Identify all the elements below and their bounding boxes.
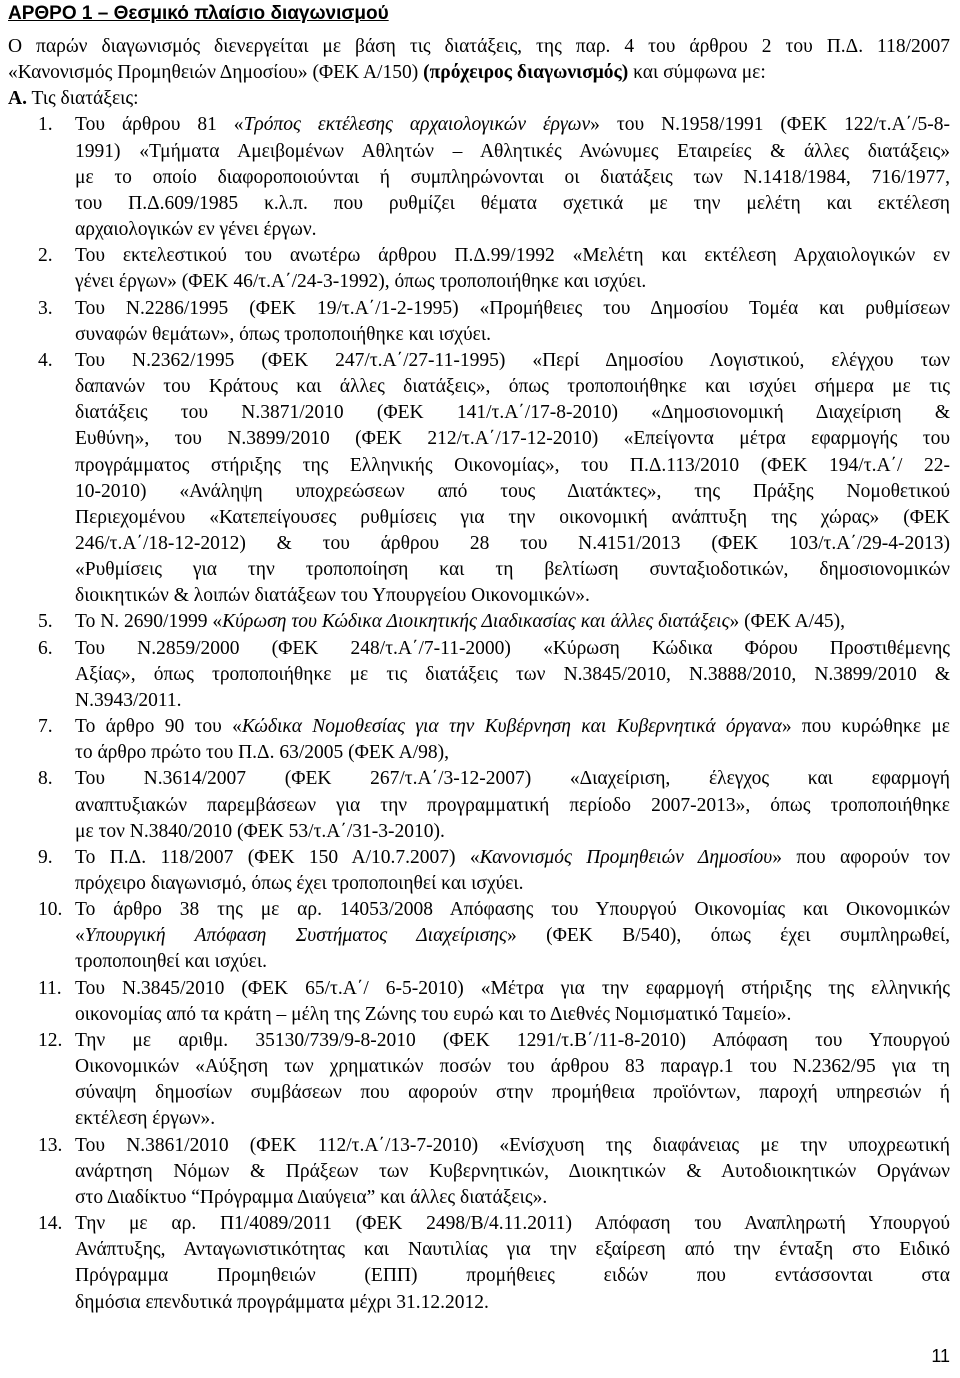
text-run: το άρθρο πρώτο του Π.Δ. 63/2005 (ΦΕΚ Α/98), <box>75 742 450 764</box>
text-run: Ευθύνη», του Ν.3899/2010 (ΦΕΚ 212/τ.Α΄/17-12-2010) «Επείγοντα μέτρα εφαρμογής του <box>75 428 950 450</box>
list-item <box>8 348 950 610</box>
list-item <box>8 1028 950 1133</box>
text-run: διοικητικών & λοιπών διατάξεων του Υπουργείου Οικονομικών». <box>75 585 590 607</box>
text-line <box>75 165 950 191</box>
list-item <box>8 243 950 295</box>
list-item-number: 11. <box>38 977 62 999</box>
text-run: Αξίας», όπως τροποποιήθηκε με τις διατάξεις των Ν.3845/2010, Ν.3888/2010, Ν.3899/2010 & <box>75 663 950 685</box>
text-line <box>75 1237 950 1263</box>
list-item-number: 4. <box>38 349 53 371</box>
text-run: Το Π.Δ. 118/2007 (ΦΕΚ 150 Α/10.7.2007) « <box>75 846 480 868</box>
text-run: Του Ν.3861/2010 (ΦΕΚ 112/τ.Α΄/13-7-2010) «Ενίσχυση της διαφάνειας με την υποχρεωτική <box>75 1134 950 1156</box>
text-line <box>75 636 950 662</box>
text-line <box>75 845 950 871</box>
text-line <box>75 923 950 949</box>
list-item-number: 13. <box>38 1134 63 1156</box>
list-item-text <box>75 766 950 844</box>
italic-text: Υπουργική Απόφαση Συστήματος Διαχείρισης <box>84 925 507 947</box>
text-run: Την με αριθμ. 35130/739/9-8-2010 (ΦΕΚ 1291/τ.Β΄/11-8-2010) Απόφαση του Υπουργού <box>75 1029 950 1051</box>
list-item-text <box>75 1028 950 1133</box>
list-item-number: 8. <box>38 768 53 790</box>
list-item-text <box>75 976 950 1028</box>
text-run: με το οποίο διαφοροποιούνται ή συμπληρώνονται οι διατάξεις των Ν.1418/1984, 716/1977, <box>75 166 950 188</box>
text-run: τροποποιηθεί και ισχύει. <box>75 951 267 973</box>
text-line <box>75 400 950 426</box>
text-line <box>75 1133 950 1159</box>
text-line <box>75 1263 950 1289</box>
text-run: Τις διατάξεις: <box>26 88 139 110</box>
text-run: » που αφορούν τον <box>772 846 951 868</box>
list-item <box>8 897 950 975</box>
list-item <box>8 1211 950 1316</box>
text-run: » που κυρώθηκε με <box>781 716 950 738</box>
text-run: εκτέλεση έργων». <box>75 1108 216 1130</box>
italic-text: Κύρωση του Κώδικα Διοικητικής Διαδικασίας και άλλες διατάξεις <box>222 611 730 633</box>
text-run: Του άρθρου 81 « <box>75 114 244 136</box>
list-item-text <box>75 1211 950 1316</box>
text-line <box>75 1106 950 1132</box>
text-line <box>75 453 950 479</box>
provisions-list <box>8 112 950 1315</box>
intro-paragraph <box>8 34 950 86</box>
text-run: « <box>75 925 85 947</box>
text-line <box>75 897 950 923</box>
text-run: δαπανών του Κράτους και άλλες διατάξεις», όπως τροποποιήθηκε και ισχύει σήμερα με τις <box>75 376 950 398</box>
text-run: 246/τ.Α΄/18-12-2012) & του άρθρου 28 του Ν.4151/2013 (ΦΕΚ 103/τ.Α΄/29-4-2013) <box>75 532 950 554</box>
section-heading <box>8 86 950 112</box>
text-run: » του Ν.1958/1991 (ΦΕΚ 122/τ.Α΄/5-8- <box>590 114 950 136</box>
text-run: Οικονομικών «Αύξηση των χρηματικών ποσών του άρθρου 83 παραγρ.1 του Ν.2362/95 για τη <box>75 1056 950 1078</box>
text-run: πρόχειρο διαγωνισμό, όπως έχει τροποποιηθεί και ισχύει. <box>75 873 524 894</box>
text-line <box>75 714 950 740</box>
text-run: Πρόγραμμα Προμηθειών (ΕΠΠ) προμήθειες ειδών που εντάσσονται στα <box>75 1265 950 1287</box>
text-run: Το άρθρο 90 του « <box>75 716 242 738</box>
text-line <box>8 34 950 60</box>
list-item-text <box>75 897 950 975</box>
text-line <box>75 374 950 400</box>
list-item-number: 14. <box>38 1213 63 1235</box>
text-line <box>75 662 950 688</box>
list-item <box>8 636 950 714</box>
text-run: Του εκτελεστικού του ανωτέρω άρθρου Π.Δ.99/1992 «Μελέτη και εκτέλεση Αρχαιολογικών εν <box>75 245 950 267</box>
text-run: Του Ν.3614/2007 (ΦΕΚ 267/τ.Α΄/3-12-2007) «Διαχείριση, έλεγχος και εφαρμογή <box>75 768 950 790</box>
text-line <box>75 688 950 714</box>
text-run: 10-2010) «Ανάληψη υποχρεώσεων από τους Διατάκτες», της Πράξης Νομοθετικού <box>75 480 950 502</box>
list-item-text <box>75 112 950 243</box>
text-line <box>75 609 950 635</box>
list-item <box>8 609 950 635</box>
text-line <box>8 60 950 86</box>
text-run: δημόσια επενδυτικά προγράμματα μέχρι 31.12.2012. <box>75 1291 489 1313</box>
list-item <box>8 714 950 766</box>
text-run: » (ΦΕΚ Α/45), <box>729 611 846 633</box>
text-run: οικονομίας από τα κράτη – μέλη της Ζώνης του ευρώ και το Διεθνές Νομισματικό Ταμείο». <box>75 1003 792 1025</box>
text-line <box>75 740 950 766</box>
list-item-number: 5. <box>38 611 53 633</box>
text-run: «Ρυθμίσεις για την τροποποίηση και τη βελτίωση συνταξιοδοτικών, δημοσιονομικών <box>75 559 950 581</box>
text-run: σύναψη δημοσίων συμβάσεων που αφορούν στην προμήθεια προϊόντων, παροχή υπηρεσιών ή <box>75 1082 950 1104</box>
list-item-number: 3. <box>38 297 53 319</box>
text-line <box>75 557 950 583</box>
text-line <box>75 479 950 505</box>
italic-text: Τρόπος εκτέλεσης αρχαιολογικών έργων <box>243 114 591 136</box>
document-body <box>8 34 950 1316</box>
text-run: προγράμματος στήριξης της Ελληνικής Οικονομίας», του Π.Δ.113/2010 (ΦΕΚ 194/τ.Α΄/ 22- <box>75 454 950 476</box>
text-line <box>75 112 950 138</box>
text-line <box>75 1211 950 1237</box>
list-item-number: 6. <box>38 637 53 659</box>
list-item-number: 10. <box>38 899 63 921</box>
article-title: ΑΡΘΡΟ 1 – Θεσμικό πλαίσιο διαγωνισμού <box>8 3 389 24</box>
list-item-number: 1. <box>38 114 53 136</box>
list-item <box>8 296 950 348</box>
list-item-text <box>75 348 950 610</box>
text-line <box>8 86 950 112</box>
text-run: γένει έργων» (ΦΕΚ 46/τ.Α΄/24-3-1992), όπως τροποποιήθηκε και ισχύει. <box>75 271 647 293</box>
text-line <box>75 322 950 348</box>
text-line <box>75 976 950 1002</box>
list-item-text <box>75 243 950 295</box>
page-number: 11 <box>931 1346 950 1366</box>
text-line <box>75 426 950 452</box>
list-item-number: 2. <box>38 245 53 267</box>
text-run: Περιεχομένου «Κατεπείγουσες ρυθμίσεις για την οικονομική ανάπτυξη της χώρας» (ΦΕΚ <box>75 506 950 528</box>
text-run: στο Διαδίκτυο “Πρόγραμμα Διαύγεια” και άλλες διατάξεις». <box>75 1186 548 1208</box>
text-run: Το άρθρο 38 της με αρ. 14053/2008 Απόφασης του Υπουργού Οικονομίας και Οικονομικών <box>75 899 950 921</box>
text-run: «Κανονισμός Προμηθειών Δημοσίου» (ΦΕΚ Α/150) <box>8 62 424 84</box>
text-run: του Π.Δ.609/1985 κ.λ.π. που ρυθμίζει θέματα σχετικά με την μελέτη και εκτέλεση <box>75 192 950 214</box>
text-line <box>75 1159 950 1185</box>
text-run: Του Ν.3845/2010 (ΦΕΚ 65/τ.Α΄/ 6-5-2010) «Μέτρα για την εφαρμογή στήριξης της ελληνικής <box>75 977 950 999</box>
text-run: Ο παρών διαγωνισμός διενεργείται με βάση τις διατάξεις, της παρ. 4 του άρθρου 2 του Π.Δ. 118/2007 <box>8 36 950 57</box>
text-run: Του Ν.2362/1995 (ΦΕΚ 247/τ.Α΄/27-11-1995) «Περί Δημοσίου Λογιστικού, ελέγχου των <box>75 349 950 371</box>
text-run: συναφών θεμάτων», όπως τροποποιήθηκε και ισχύει. <box>75 323 491 345</box>
text-run: και σύμφωνα με: <box>628 62 766 84</box>
list-item-text <box>75 609 950 635</box>
text-line <box>75 583 950 609</box>
text-line <box>75 766 950 792</box>
text-run: Το Ν. 2690/1999 « <box>75 611 223 633</box>
text-line <box>75 1290 950 1316</box>
text-run: αναπτυξιακών παρεμβάσεων για την προγραμματική περίοδο 2007-2013», όπως τροποποιήθηκε <box>75 794 950 816</box>
text-line <box>75 949 950 975</box>
text-line <box>75 1185 950 1211</box>
italic-text: Κανονισμός Προμηθειών Δημοσίου <box>479 846 773 868</box>
text-run: με τον Ν.3840/2010 (ΦΕΚ 53/τ.Α΄/31-3-2010). <box>75 820 445 842</box>
text-line <box>75 243 950 269</box>
list-item <box>8 845 950 897</box>
list-item <box>8 112 950 243</box>
list-item-text <box>75 1133 950 1211</box>
italic-text: Κώδικα Νομοθεσίας για την Κυβέρνηση και Κυβερνητικά όργανα <box>241 716 782 738</box>
text-run: Ανάπτυξης, Ανταγωνιστικότητας και Ναυτιλίας για την εξαίρεση από την ένταξη στο Ειδικό <box>75 1239 950 1261</box>
list-item-text <box>75 714 950 766</box>
text-run: Του Ν.2859/2000 (ΦΕΚ 248/τ.Α΄/7-11-2000) «Κύρωση Κώδικα Φόρου Προστιθέμενης <box>75 637 950 659</box>
list-item-number: 9. <box>38 846 53 868</box>
text-run: αρχαιολογικών εν γένει έργων. <box>75 219 317 241</box>
text-line <box>75 139 950 165</box>
text-run: διατάξεις του Ν.3871/2010 (ΦΕΚ 141/τ.Α΄/17-8-2010) «Δημοσιονομική Διαχείριση & <box>75 402 950 424</box>
list-item-number: 7. <box>38 716 53 738</box>
list-item <box>8 976 950 1028</box>
text-run: Του Ν.2286/1995 (ΦΕΚ 19/τ.Α΄/1-2-1995) «Προμήθειες του Δημοσίου Τομέα και ρυθμίσεων <box>75 297 950 319</box>
list-item-number: 12. <box>38 1029 63 1051</box>
text-line <box>75 793 950 819</box>
list-item-text <box>75 845 950 897</box>
text-line <box>75 269 950 295</box>
text-line <box>75 1080 950 1106</box>
text-run: » (ΦΕΚ Β/540), όπως έχει συμπληρωθεί, <box>506 925 950 947</box>
text-line <box>75 871 950 897</box>
text-line <box>75 1002 950 1028</box>
text-line <box>75 505 950 531</box>
text-run: Την με αρ. Π1/4089/2011 (ΦΕΚ 2498/Β/4.11.2011) Απόφαση του Αναπληρωτή Υπουργού <box>75 1213 950 1235</box>
list-item <box>8 766 950 844</box>
bold-text: Α. <box>8 88 27 110</box>
text-run: Ν.3943/2011. <box>75 689 182 711</box>
text-line <box>75 819 950 845</box>
text-line <box>75 191 950 217</box>
text-line <box>75 217 950 243</box>
text-line <box>75 348 950 374</box>
text-run: 1991) «Τμήματα Αμειβομένων Αθλητών – Αθλητικές Ανώνυμες Εταιρείες & άλλες διατάξεις» <box>75 140 950 162</box>
list-item <box>8 1133 950 1211</box>
text-line <box>75 1054 950 1080</box>
text-run: ανάρτηση Νόμων & Πράξεων των Κυβερνητικών, Διοικητικών & Αυτοδιοικητικών Οργάνων <box>75 1160 950 1182</box>
bold-text: (πρόχειρος διαγωνισμός) <box>423 62 629 84</box>
text-line <box>75 1028 950 1054</box>
list-item-text <box>75 296 950 348</box>
text-line <box>75 296 950 322</box>
text-line <box>75 531 950 557</box>
list-item-text <box>75 636 950 714</box>
